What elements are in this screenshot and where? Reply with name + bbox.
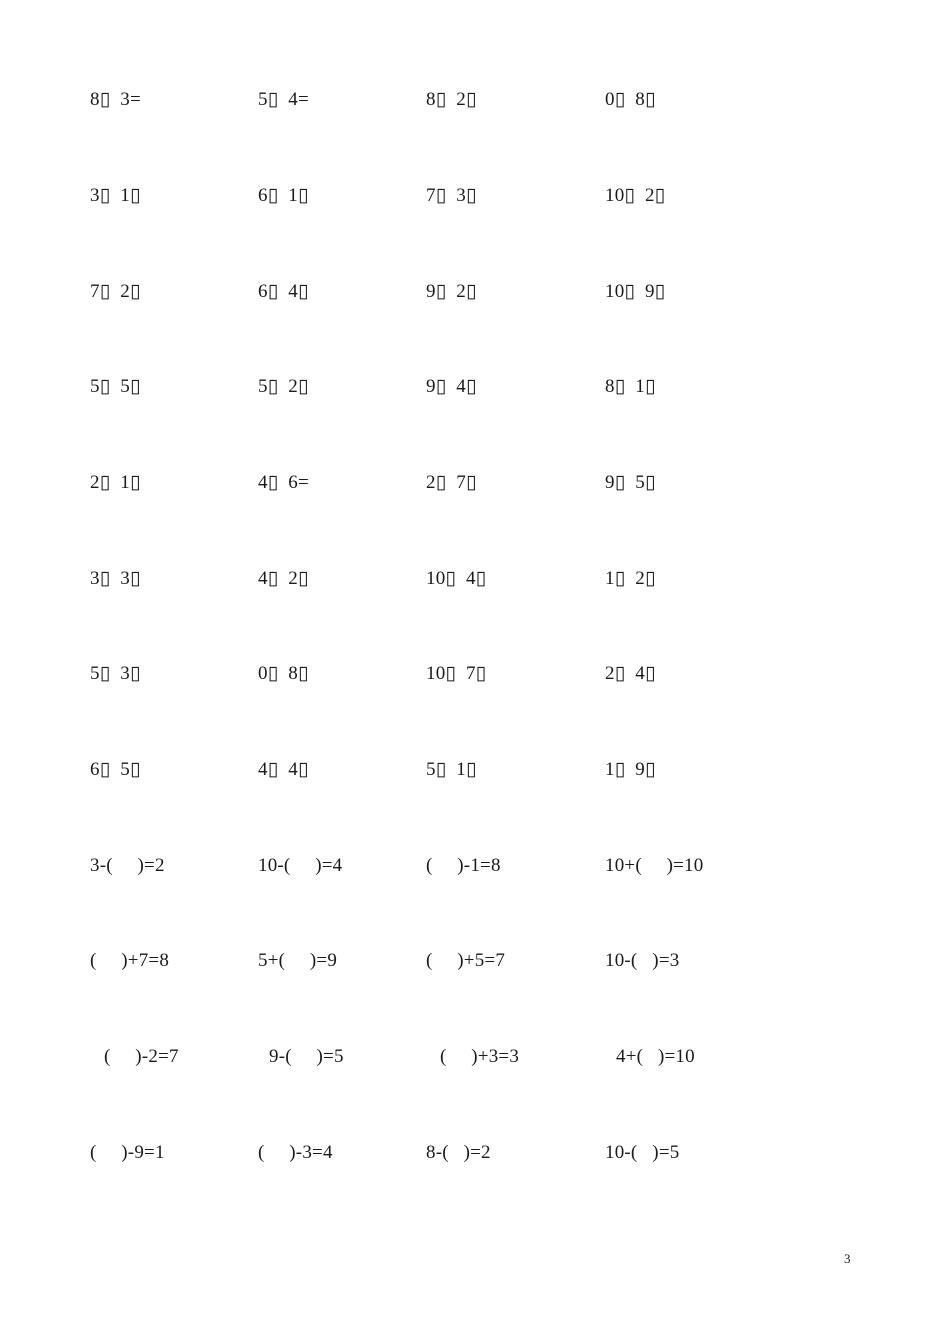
arithmetic-problem: 10▯ 7▯ [426,663,487,684]
fill-in-blank-problem: ( )-1=8 [426,855,501,876]
problem-row [0,180,950,212]
arithmetic-problem: 7▯ 2▯ [90,281,141,302]
arithmetic-problem: 7▯ 3▯ [426,185,477,206]
arithmetic-problem: 1▯ 2▯ [605,568,656,589]
fill-in-blank-problem: ( )-9=1 [90,1142,165,1163]
arithmetic-problem: 8▯ 2▯ [426,89,477,110]
arithmetic-problem: 2▯ 7▯ [426,472,477,493]
fill-in-blank-problem: ( )+7=8 [90,950,170,971]
problem-row [0,467,950,499]
arithmetic-problem: 3▯ 3▯ [90,568,141,589]
problem-row [0,850,950,882]
fill-in-blank-problem: 9-( )=5 [269,1046,344,1067]
arithmetic-problem: 3▯ 1▯ [90,185,141,206]
arithmetic-problem: 8▯ 1▯ [605,376,656,397]
fill-in-blank-problem: 3-( )=2 [90,855,165,876]
arithmetic-problem: 1▯ 9▯ [605,759,656,780]
arithmetic-problem: 9▯ 2▯ [426,281,477,302]
arithmetic-problem: 5▯ 5▯ [90,376,141,397]
arithmetic-problem: 6▯ 5▯ [90,759,141,780]
problem-row [0,276,950,308]
fill-in-blank-problem: 10-( )=3 [605,950,680,971]
fill-in-blank-problem: 4+( )=10 [616,1046,695,1067]
arithmetic-problem: 6▯ 1▯ [258,185,309,206]
arithmetic-problem: 9▯ 4▯ [426,376,477,397]
arithmetic-problem: 2▯ 4▯ [605,663,656,684]
arithmetic-problem: 5▯ 2▯ [258,376,309,397]
arithmetic-problem: 9▯ 5▯ [605,472,656,493]
problem-row [0,371,950,403]
fill-in-blank-problem: ( )-2=7 [104,1046,179,1067]
arithmetic-problem: 0▯ 8▯ [258,663,309,684]
problem-row [0,658,950,690]
problem-row [0,945,950,977]
fill-in-blank-problem: 10-( )=5 [605,1142,680,1163]
arithmetic-problem: 10▯ 4▯ [426,568,487,589]
fill-in-blank-problem: 10-( )=4 [258,855,343,876]
arithmetic-problem: 5▯ 1▯ [426,759,477,780]
page-number: 3 [844,1251,851,1266]
arithmetic-problem: 0▯ 8▯ [605,89,656,110]
problem-row [0,563,950,595]
arithmetic-problem: 6▯ 4▯ [258,281,309,302]
problem-row [0,84,950,116]
fill-in-blank-problem: 10+( )=10 [605,855,704,876]
fill-in-blank-problem: ( )+3=3 [440,1046,520,1067]
arithmetic-problem: 5▯ 3▯ [90,663,141,684]
fill-in-blank-problem: ( )-3=4 [258,1142,333,1163]
arithmetic-problem: 4▯ 6= [258,472,309,493]
arithmetic-problem: 10▯ 9▯ [605,281,666,302]
arithmetic-problem: 10▯ 2▯ [605,185,666,206]
arithmetic-problem: 8▯ 3= [90,89,141,110]
fill-in-blank-problem: ( )+5=7 [426,950,506,971]
fill-in-blank-problem: 5+( )=9 [258,950,338,971]
arithmetic-problem: 4▯ 2▯ [258,568,309,589]
arithmetic-problem: 2▯ 1▯ [90,472,141,493]
arithmetic-problem: 4▯ 4▯ [258,759,309,780]
problem-row [0,1137,950,1169]
problem-row [0,754,950,786]
arithmetic-problem: 5▯ 4= [258,89,309,110]
fill-in-blank-problem: 8-( )=2 [426,1142,491,1163]
problem-row [0,1041,950,1073]
